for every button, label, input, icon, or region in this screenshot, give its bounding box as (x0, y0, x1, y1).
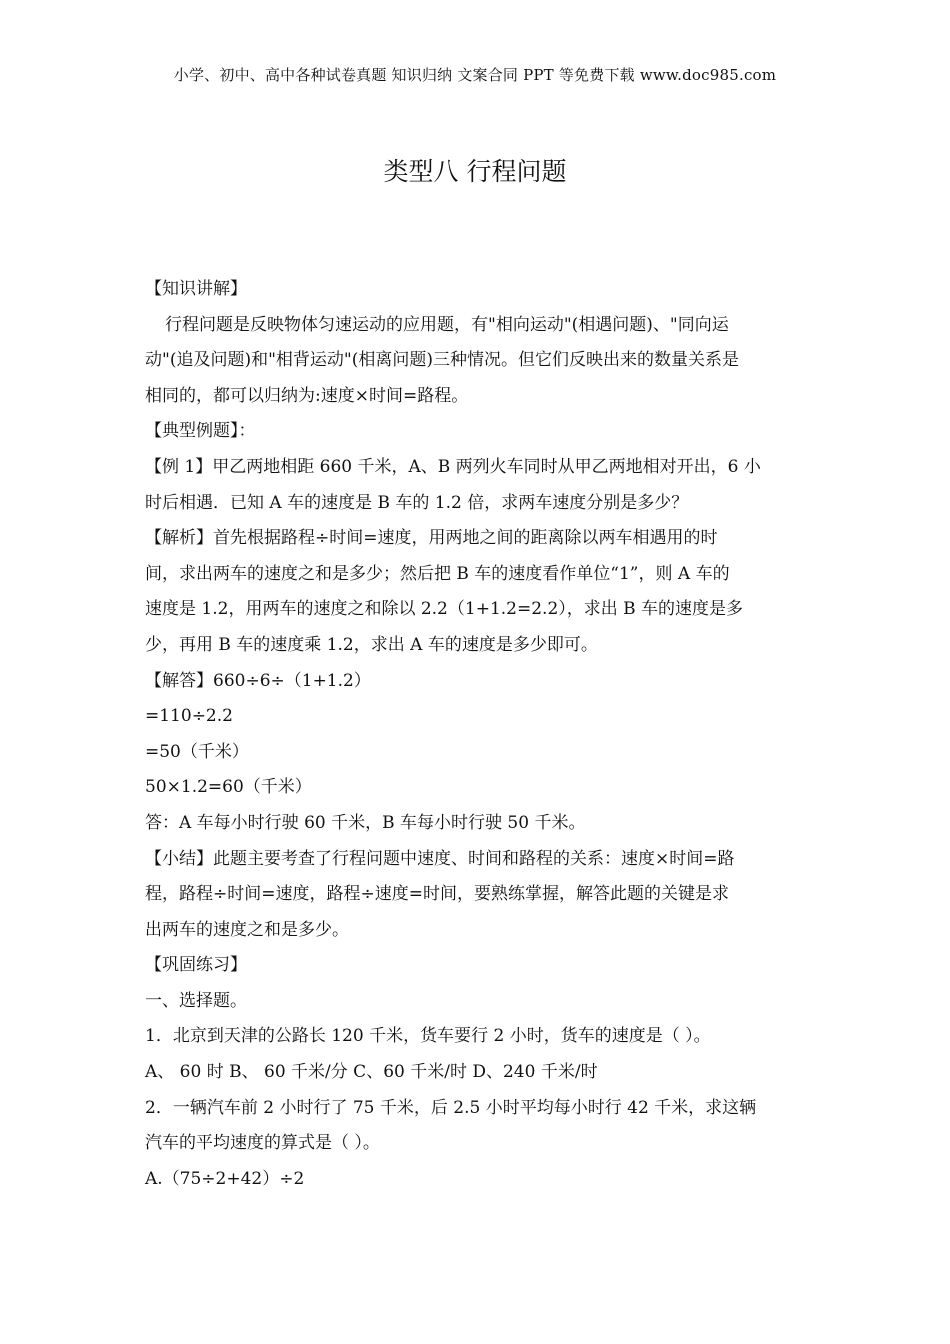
answer-line: 50×1.2=60（千米） (145, 777, 312, 798)
document-body (145, 272, 810, 1197)
section-heading-practice: 【巩固练习】 (145, 955, 247, 976)
page-title: 类型八 行程问题 (383, 157, 567, 186)
paragraph-line: 相同的，都可以归纳为:速度×时间=路程。 (145, 385, 469, 406)
question-section-label: 一、选择题。 (145, 990, 247, 1011)
analysis-line: 少，再用 B 车的速度乘 1.2，求出 A 车的速度是多少即可。 (145, 634, 598, 655)
section-heading-knowledge: 【知识讲解】 (145, 279, 247, 299)
summary-line: 程，路程÷时间=速度，路程÷速度=时间，要熟练掌握，解答此题的关键是求 (145, 884, 729, 905)
page-header: 小学、初中、高中各种试卷真题 知识归纳 文案合同 PPT 等免费下载 www.doc985.com (173, 66, 777, 84)
example-line: 【例 1】甲乙两地相距 660 千米，A、B 两列火车同时从甲乙两地相对开出，6 小 (145, 456, 761, 477)
summary-line: 出两车的速度之和是多少。 (145, 919, 349, 940)
answer-line: 【解答】660÷6÷（1+1.2） (145, 670, 371, 691)
question-option: A.（75÷2+42）÷2 (145, 1168, 305, 1189)
analysis-line: 【解析】首先根据路程÷时间=速度，用两地之间的距离除以两车相遇用的时 (145, 528, 718, 549)
paragraph-line: 行程问题是反映物体匀速运动的应用题，有"相向运动"(相遇问题)、"同向运 (165, 314, 729, 335)
answer-line: =50（千米） (145, 741, 249, 762)
section-heading-examples: 【典型例题】： (145, 421, 256, 442)
answer-line: 答：A 车每小时行驶 60 千米，B 车每小时行驶 50 千米。 (145, 812, 586, 833)
question-line: 1．北京到天津的公路长 120 千米，货车要行 2 小时，货车的速度是（ ）。 (145, 1026, 711, 1047)
question-line: 汽车的平均速度的算式是（ ）。 (145, 1133, 380, 1154)
question-line: 2．一辆汽车前 2 小时行了 75 千米，后 2.5 小时平均每小时行 42 千米，求这辆 (145, 1097, 757, 1118)
analysis-line: 间，求出两车的速度之和是多少；然后把 B 车的速度看作单位“1”，则 A 车的 (145, 563, 730, 584)
analysis-line: 速度是 1.2，用两车的速度之和除以 2.2（1+1.2=2.2），求出 B 车的速度是多 (145, 599, 744, 620)
example-line: 时后相遇．已知 A 车的速度是 B 车的 1.2 倍，求两车速度分别是多少？ (145, 492, 689, 513)
answer-line: =110÷2.2 (145, 706, 233, 727)
paragraph-line: 动"(追及问题)和"相背运动"(相离问题)三种情况。但它们反映出来的数量关系是 (145, 350, 739, 371)
question-options: A、 60 时 B、 60 千米/分 C、60 千米/时 D、240 千米/时 (145, 1062, 598, 1083)
summary-line: 【小结】此题主要考查了行程问题中速度、时间和路程的关系：速度×时间=路 (145, 848, 735, 869)
